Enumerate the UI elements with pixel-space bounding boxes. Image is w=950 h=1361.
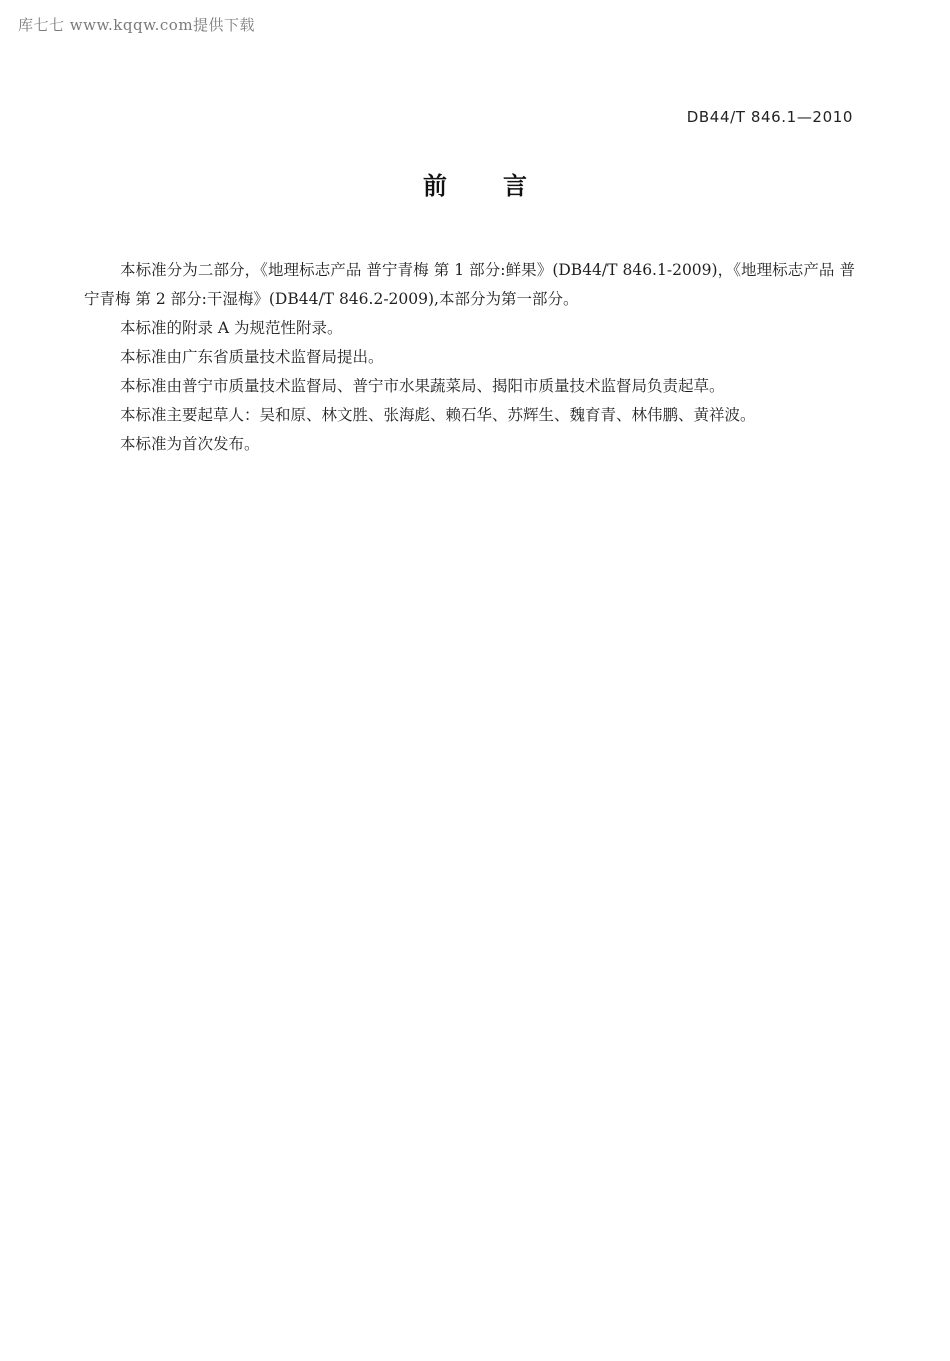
paragraph-proposer: 本标准由广东省质量技术监督局提出。 <box>120 348 384 366</box>
paragraph-appendix: 本标准的附录 A 为规范性附录。 <box>120 319 343 337</box>
paragraph-drafters: 本标准主要起草人：吴和原、林文胜、张海彪、赖石华、苏辉生、魏育青、林伟鹏、黄祥波。 <box>120 406 756 424</box>
paragraph-first-release: 本标准为首次发布。 <box>120 435 260 453</box>
paragraph-drafting-units: 本标准由普宁市质量技术监督局、普宁市水果蔬菜局、揭阳市质量技术监督局负责起草。 <box>120 377 725 395</box>
foreword-body <box>84 256 855 459</box>
watermark-text: 库七七 www.kqqw.com提供下载 <box>18 16 256 34</box>
page-title: 前言 <box>423 172 583 200</box>
paragraph-parts: 本标准分为二部分，《地理标志产品 普宁青梅 第 1 部分:鲜果》(DB44/T 846.1-2009)，《地理标志产品 普宁青梅 第 2 部分:干湿梅》(DB44/T 846.2-2009),本部分为第一部分。 <box>84 261 855 308</box>
document-code: DB44/T 846.1—2010 <box>686 108 853 126</box>
